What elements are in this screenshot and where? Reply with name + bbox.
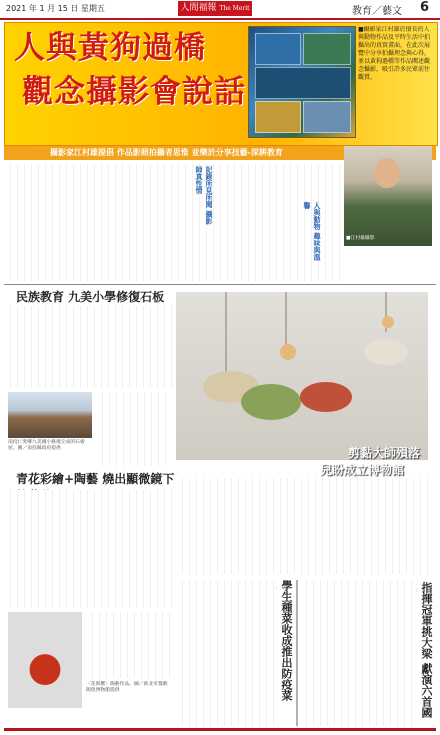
ceramic-photo-caption: 〈花與蟹〉陶藝作品。圖／新北市鶯歌陶瓷博物館提供 xyxy=(86,682,168,693)
section-divider xyxy=(4,284,436,285)
school-photo xyxy=(8,392,92,438)
column-rule xyxy=(296,580,298,726)
lead-pull-quote-2: 人與動物 趣味與溫馨 xyxy=(303,202,322,261)
ceramics-headline: 青花彩繪+陶藝 燒出顯微鏡下 xyxy=(16,472,175,486)
student-body-text xyxy=(176,580,276,726)
lead-headline-line2: 觀念攝影會說話 xyxy=(22,74,246,110)
edu-body-text xyxy=(4,306,172,388)
puppet-headline-line2: 兒盼成立博物館 xyxy=(320,463,405,477)
issue-date: 2021 年 1 月 15 日 星期五 xyxy=(6,4,105,13)
lead-subhead: 攝影家江村雄提倡 作品影照拍攝者思惟 並樂於分享技藝-深耕教育 xyxy=(4,146,436,160)
puppet-body-text xyxy=(176,478,428,574)
ceramics-body-text xyxy=(4,490,172,608)
edu-body-text-2 xyxy=(96,392,172,466)
footer-bar xyxy=(4,728,436,731)
conductor-headline: 指揮冠軍挑大梁 獻演六首國 xyxy=(420,582,433,718)
puppet-headline-line1: 剪黏大師殞落 xyxy=(348,446,421,460)
exhibition-photo xyxy=(248,26,356,138)
ceramics-body-text-2 xyxy=(86,612,172,678)
lead-body-text xyxy=(4,164,342,282)
newspaper-logo xyxy=(178,1,252,16)
ceramic-crab-photo xyxy=(8,612,82,708)
lead-headline-line1: 人與黃狗過橋 xyxy=(14,30,206,66)
student-headline: 學生種菜收成推出防疫菜 xyxy=(280,580,293,701)
portrait-caption: ■江村雄攝影 xyxy=(346,236,375,241)
conductor-body-text xyxy=(300,580,416,726)
section-name: 教育／藝文 xyxy=(352,6,402,17)
logo-text: 人間福報 xyxy=(180,3,217,13)
page-number: 6 xyxy=(420,0,430,15)
logo-english: The Merit xyxy=(219,5,250,12)
edu-headline: 民族教育 九美小學修復石板 xyxy=(16,290,165,304)
lead-teaser: ■攝影家江村雄於擅長的人與動物作品及平時生活中拍攝出的真實畫面，在此次展覽中分享拍攝理念與心得，並以黃狗過橋等作品闡述觀念攝影，吸引許多民眾前往觀賞。 xyxy=(358,26,431,81)
school-photo-caption: 南投仁愛鄉九美國小修復完成的石板屋。圖／南投縣政府提供 xyxy=(8,440,85,451)
lead-pull-quote-1: 記錄所見所聞 攝影師真性情 xyxy=(195,166,214,225)
portrait-face xyxy=(374,158,400,188)
puppet-illustration xyxy=(176,292,428,460)
